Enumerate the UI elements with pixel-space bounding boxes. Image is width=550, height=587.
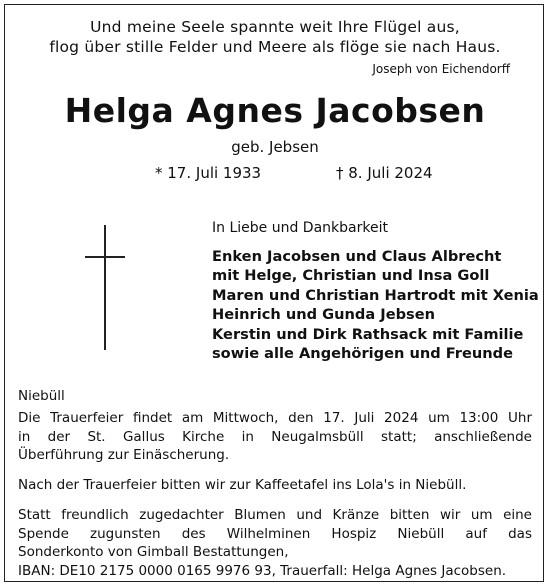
mourner-line: Heinrich und Gunda Jebsen [212,306,436,324]
death-date: † 8. Juli 2024 [336,164,433,182]
place-name: Niebüll [18,388,65,404]
mourner-line: Enken Jacobsen und Claus Albrecht [212,248,502,265]
funeral-info [18,409,532,465]
donation-info [18,506,532,580]
mourners-intro: In Liebe und Dankbarkeit [212,220,388,236]
poem-line-2: flog über stille Felder und Meere als flöge sie nach Haus. [49,38,501,56]
funeral-info-line: Die Trauerfeier findet am Mittwoch, den 17. Juli 2024 um 13:00 Uhr [18,410,532,426]
funeral-info-line: in der St. Gallus Kirche in Neugalmsbüll statt; anschließende [18,428,532,445]
mourner-line: mit Helge, Christian und Insa Goll [212,267,490,285]
mourner-line: Maren und Christian Hartrodt mit Xenia [212,286,539,304]
mourner-line: sowie alle Angehörigen und Freunde [212,345,514,363]
mourners-list [212,247,539,363]
donation-info-line: Statt freundlich zugedachter Blumen und Kränze bitten wir um eine [18,507,532,523]
mourner-line: Kerstin und Dirk Rathsack mit Familie [212,325,524,343]
deceased-name: Helga Agnes Jacobsen [64,91,486,130]
cross-icon [85,225,125,350]
maiden-name: geb. Jebsen [231,138,319,156]
donation-info-line: Sonderkonto von Gimball Bestattungen, [18,544,289,560]
coffee-info-line: Nach der Trauerfeier bitten wir zur Kaffeetafel ins Lola's in Niebüll. [18,477,467,493]
donation-info-line: Spende zugunsten des Wilhelminen Hospiz Niebüll auf das [18,525,532,542]
poem-line-1: Und meine Seele spannte weit Ihre Flügel aus, [90,18,460,36]
poem-author: Joseph von Eichendorff [372,62,510,76]
coffee-info [18,476,532,495]
funeral-info-line: Überführung zur Einäscherung. [18,447,230,463]
donation-info-line: IBAN: DE10 2175 0000 0165 9976 93, Trauerfall: Helga Agnes Jacobsen. [18,562,507,579]
birth-date: * 17. Juli 1933 [155,164,262,182]
